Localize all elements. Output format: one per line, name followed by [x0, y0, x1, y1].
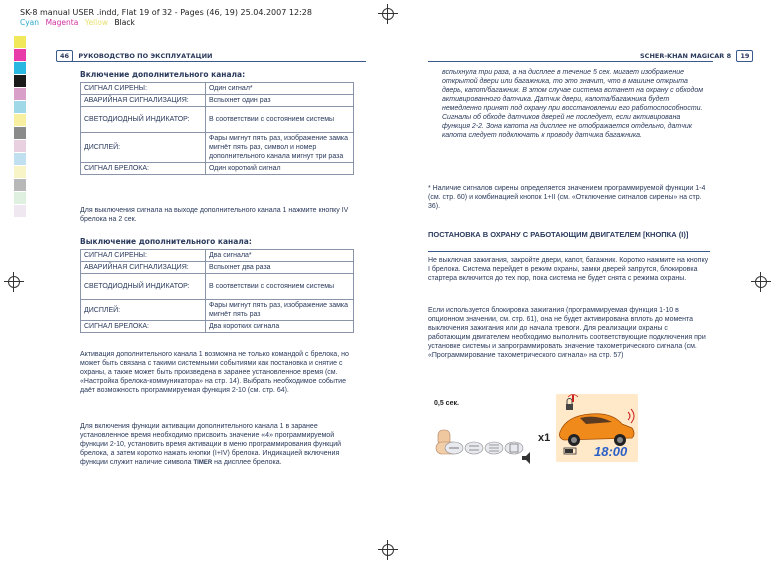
press-count: x1	[538, 432, 551, 444]
right-page-number: 19	[736, 50, 753, 62]
table-row	[81, 95, 354, 107]
activation-paragraph: Активация дополнительного канала 1 возможна не только командой с брелока, но может быть связана с такими системными событиями как постановка и снятие с охраны, а также может быть произведена в заранее установленное время (см. «Настройка брелока-коммуникатора» на стр. 14). Выбрать необходимое событие даёт возможность программируемая функция 2-10 (см. стр. 64).	[80, 351, 349, 394]
engine-running-arming-heading: ПОСТАНОВКА В ОХРАНУ С РАБОТАЮЩИМ ДВИГАТЕЛЕМ [КНОПКА (I)]	[428, 230, 689, 239]
color-label-magenta: Magenta	[45, 18, 79, 27]
table-value: Один сигнал*	[206, 83, 354, 95]
keyfob-button-2-icon	[465, 442, 483, 454]
table-row	[81, 262, 354, 274]
table-key: СИГНАЛ СИРЕНЫ:	[81, 250, 206, 262]
table-key: СИГНАЛ СИРЕНЫ:	[81, 83, 206, 95]
table-key: АВАРИЙНАЯ СИГНАЛИЗАЦИЯ:	[81, 95, 206, 107]
color-label-black: Black	[114, 18, 135, 27]
color-swatches	[14, 36, 26, 218]
print-header-line: SK-8 manual USER .indd, Flat 19 of 32 - Pages (46, 19) 25.04.2007 12:28	[20, 8, 312, 17]
section-title-enable: Включение дополнительного канала:	[80, 70, 246, 79]
siren-footnote: * Наличие сигналов сирены определяется значением программируемой функции 1-4 (см. стр. 60) и комбинацией кнопок 1+II (см. «Отключение сигналов сирены» на стр. 36).	[428, 185, 706, 210]
keyfob-display	[556, 394, 638, 462]
table-value: Вспыхнет один раз	[206, 95, 354, 107]
registration-mark-bottom	[378, 540, 398, 560]
ignition-lock-paragraph: Если используется блокировка зажигания (программируемая функция 1-10 в опционном значении, см. стр. 61), она не будет активирована вплоть до момента выключения зажигания или до начала тревоги. Для реализации охраны с работающим двигателем необходимо выполнить соответствующие подключения при установке системы и запрограммировать значение тахометрического сигнала (см. «Программирование тахометрического сигнала» на стр. 57)	[428, 307, 706, 359]
print-header	[20, 8, 312, 28]
right-page-header	[640, 50, 753, 62]
left-page-number: 46	[56, 50, 73, 62]
table-row	[81, 107, 354, 133]
table-row	[81, 274, 354, 300]
table-row	[81, 300, 354, 321]
press-duration-label: 0,5 сек.	[434, 400, 459, 407]
lock-icon	[566, 399, 573, 411]
wave-icon	[628, 409, 634, 423]
keyfob-button-4-icon	[505, 442, 523, 454]
timer-symbol: TIMER	[193, 460, 213, 466]
table-value: В соответствии с состоянием системы	[206, 107, 354, 133]
registration-mark-right	[751, 272, 771, 292]
keyfob-button-3-icon	[485, 442, 503, 454]
left-page-title: РУКОВОДСТВО ПО ЭКСПЛУАТАЦИИ	[78, 52, 213, 60]
right-page-title: SCHER-KHAN MAGICAR 8	[640, 52, 732, 60]
color-label-cyan: Cyan	[20, 18, 40, 27]
car-icon	[560, 414, 635, 446]
table-row	[81, 83, 354, 95]
table-value: Один короткий сигнал	[206, 163, 354, 175]
registration-mark-left	[4, 272, 24, 292]
heading-rule	[428, 251, 710, 252]
table-value: Фары мигнут пять раз, изображение замка мигнёт пять раз	[206, 300, 354, 321]
table-value: Вспыхнет два раза	[206, 262, 354, 274]
table-row	[81, 133, 354, 163]
left-header-rule	[70, 61, 366, 62]
table-key: АВАРИЙНАЯ СИГНАЛИЗАЦИЯ:	[81, 262, 206, 274]
table-value: Фары мигнут пять раз, изображение замка мигнёт пять раз, символ и номер дополнительного канала мигнут три раза	[206, 133, 354, 163]
speaker-icon	[522, 452, 530, 464]
table-key: СИГНАЛ БРЕЛОКА:	[81, 321, 206, 333]
disable-output-paragraph: Для выключения сигнала на выходе дополнительного канала 1 нажмите кнопку IV брелока на 2 сек.	[80, 207, 349, 223]
table-value: Два сигнала*	[206, 250, 354, 262]
enable-channel-table	[80, 82, 354, 175]
keyfob-button-1-icon	[445, 442, 463, 454]
table-value: Два коротких сигнала	[206, 321, 354, 333]
table-key: СВЕТОДИОДНЫЙ ИНДИКАТОР:	[81, 274, 206, 300]
print-color-labels	[20, 18, 312, 28]
display-time: 18:00	[594, 444, 628, 459]
table-key: ДИСПЛЕЙ:	[81, 300, 206, 321]
keyfob-buttons-figure	[434, 428, 554, 468]
disable-channel-table	[80, 249, 354, 333]
table-key: СВЕТОДИОДНЫЙ ИНДИКАТОР:	[81, 107, 206, 133]
color-label-yellow: Yellow	[84, 18, 108, 27]
table-row	[81, 321, 354, 333]
table-row	[81, 163, 354, 175]
timer-function-end: на дисплее брелока.	[214, 459, 282, 466]
timer-function-paragraph	[80, 422, 356, 468]
registration-mark-top	[378, 4, 398, 24]
timer-function-text: Для включения функции активации дополнительного канала 1 в заранее установленное время необходимо присвоить значение «4» программируемой функции 2-10, установить время активации в меню программирования функций брелока, а затем коротко нажать кнопки (I+IV) брелока. Индикацией включения функции служит наличие символа	[80, 423, 342, 466]
battery-icon	[564, 448, 576, 454]
arming-paragraph: Не выключая зажигания, закройте двери, капот, багажник. Коротко нажмите на кнопку I брелока. Система перейдет в режим охраны, замки дверей запрутся, блокировка стартера включится до тех пор, пока система не будет снята с режима охраны.	[428, 257, 709, 282]
table-key: СИГНАЛ БРЕЛОКА:	[81, 163, 206, 175]
section-title-disable: Выключение дополнительного канала:	[80, 237, 252, 246]
table-value: В соответствии с состоянием системы	[206, 274, 354, 300]
door-sensor-italic-text: вспыхнула три раза, а на дисплее в течение 5 сек. мигает изображение открытой двери или багажника, то это значит, что в машине открыта дверь, капот/багажник. В этом случае система встанет на охрану с обходом активированного датчика. Датчик двери, капота/багажника будет немедленно принят под охрану при восстановлении его работоспособности. Сигналы об обходе датчиков дверей не последует, если активирована функция 2-2. Зона капота на дисплее не отображается отдельно, датчик капота следует подключать к проводу датчика багажника.	[442, 69, 704, 139]
table-row	[81, 250, 354, 262]
table-key: ДИСПЛЕЙ:	[81, 133, 206, 163]
